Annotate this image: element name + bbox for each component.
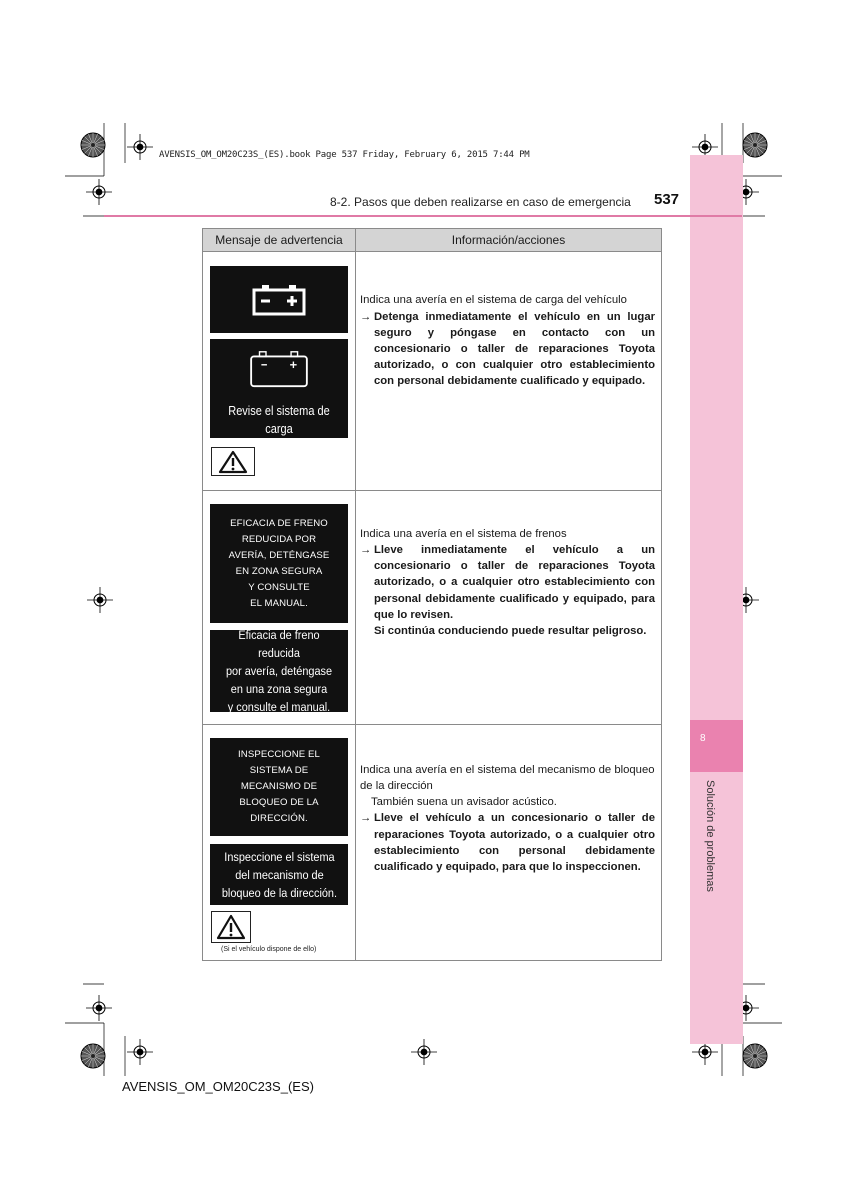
warning-triangle-icon [218,450,248,474]
info-cell [356,252,662,491]
warning-message-cell [203,252,356,491]
battery-indicator [210,266,348,333]
action-item [360,309,655,390]
table-row [203,491,662,725]
chapter-number-tab [690,720,743,772]
warning-table [202,228,662,961]
action-item [360,810,655,875]
action-text: Detenga inmediatamente el vehículo en un lugar seguro y póngase en contacto con un concesionario o taller de reparaciones Toyota autorizado, o con cualquier otro establecimiento con personal debidamente cualificado y equipado. [374,310,655,388]
info-lead: Indica una avería en el sistema del mecanismo de bloqueo de la dirección [360,763,655,792]
battery-icon [252,284,306,316]
footer-document-id: AVENSIS_OM_OM20C23S_(ES) [122,1079,314,1094]
info-note: También suena un avisador acústico. [371,796,557,809]
arrow-icon: → [360,543,372,556]
header-rule [104,215,742,217]
action-extra: Si continúa conduciendo puede resultar peligroso. [374,625,647,637]
print-info: AVENSIS_OM_OM20C23S_(ES).book Page 537 Friday, February 6, 2015 7:44 PM [159,150,530,160]
action-text: Lleve el vehículo a un concesionario o taller de reparaciones Toyota autorizado, o a cualquier otro establecimiento con personal debidamente cualificado y equipado, para que lo inspeccionen. [374,812,655,873]
lcd-display-text: EFICACIA DE FRENO REDUCIDA POR AVERÍA, DETÉNGASE EN ZONA SEGURA Y CONSULTE EL MANUAL. [228,517,330,609]
charging-display [210,339,348,438]
charging-display-text: Revise el sistema de carga [228,404,330,436]
table-header-row [203,229,662,252]
info-cell [356,491,662,725]
lcd-display [210,738,348,836]
chapter-label: Solución de problemas [704,780,716,892]
action-item [360,542,655,639]
tft-display-text: Eficacia de freno reducida por avería, deténgase en una zona segura y consulte el manual. [225,628,333,714]
warning-symbol-box [211,911,251,943]
warning-triangle-icon [216,914,246,940]
lcd-display-text: INSPECCIONE EL SISTEMA DE MECANISMO DE BLOQUEO DE LA DIRECCIÓN. [238,749,320,824]
table-row [203,252,662,491]
chapter-side-tab [690,155,743,1044]
tft-display [210,630,348,712]
page-number: 537 [654,191,680,208]
action-main: Lleve inmediatamente el vehículo a un concesionario o taller de reparaciones Toyota autorizado, o a cualquier otro establecimiento con personal debidamente cualificado y equipado, para que lo revisen. [374,543,655,621]
section-title: 8-2. Pasos que deben realizarse en caso de emergencia [330,195,631,209]
info-lead: Indica una avería en el sistema de carga del vehículo [360,294,627,307]
arrow-icon: → [360,310,372,323]
tft-display [210,844,348,905]
info-lead: Indica una avería en el sistema de frenos [360,527,567,540]
column-header-info: Información/acciones [356,229,662,252]
info-cell [356,725,662,961]
column-header-message: Mensaje de advertencia [203,229,356,252]
table-row [203,725,662,961]
battery-outline-icon [246,349,312,388]
lcd-display [210,504,348,623]
availability-caption: (Si el vehículo dispone de ello) [221,946,317,953]
warning-message-cell [203,491,356,725]
warning-symbol-box [211,447,255,476]
chapter-number: 8 [700,733,706,744]
tft-display-text: Inspeccione el sistema del mecanismo de bloqueo de la dirección. [221,849,337,900]
arrow-icon: → [360,812,372,825]
action-text [374,542,655,639]
warning-message-cell [203,725,356,961]
